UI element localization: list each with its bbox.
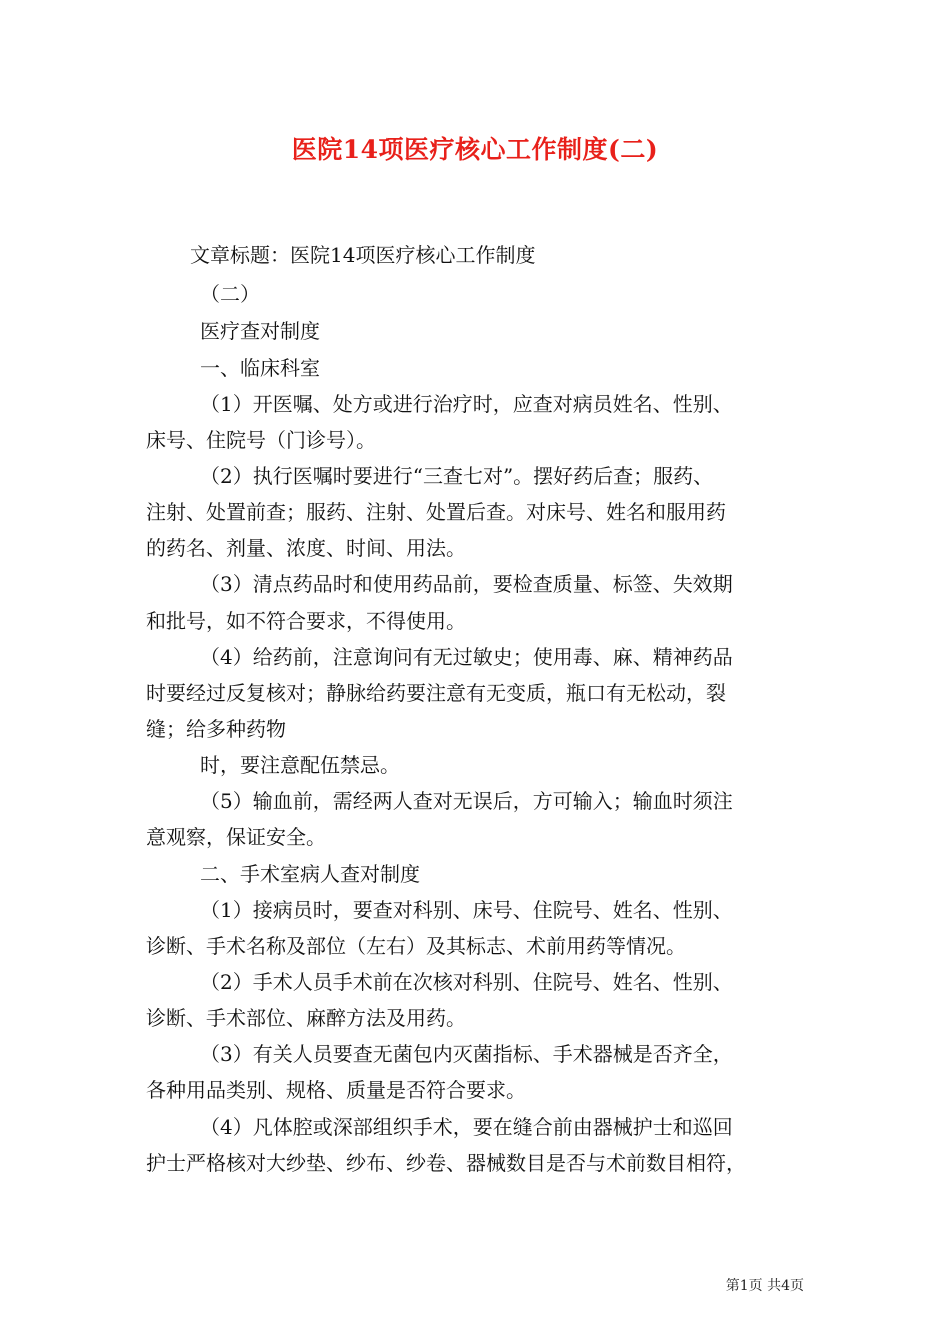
text-line: 时要经过反复核对；静脉给药要注意有无变质，瓶口有无松动，裂 xyxy=(146,681,726,705)
text-line: （4）给药前，注意询问有无过敏史；使用毒、麻、精神药品 xyxy=(200,645,733,669)
text-line: （5）输血前，需经两人查对无误后，方可输入；输血时须注 xyxy=(200,789,733,813)
text-line: （2）执行医嘱时要进行“三查七对”。摆好药后查；服药、 xyxy=(200,464,714,488)
text-line: 缝；给多种药物 xyxy=(146,717,286,741)
page-number: 第1页 共4页 xyxy=(725,1278,804,1294)
text-line: 护士严格核对大纱垫、纱布、纱卷、器械数目是否与术前数目相符， xyxy=(146,1151,746,1175)
text-line: （3）有关人员要查无菌包内灭菌指标、手术器械是否齐全， xyxy=(200,1042,733,1066)
text-line: （1）接病员时，要查对科别、床号、住院号、姓名、性别、 xyxy=(200,898,733,922)
text-line: （二） xyxy=(200,282,260,306)
text-line: （3）清点药品时和使用药品前，要检查质量、标签、失效期 xyxy=(200,572,733,596)
text-line: （1）开医嘱、处方或进行治疗时，应查对病员姓名、性别、 xyxy=(200,392,733,416)
text-line: 注射、处置前查；服药、注射、处置后查。对床号、姓名和服用药 xyxy=(146,500,726,524)
text-line: 诊断、手术名称及部位（左右）及其标志、术前用药等情况。 xyxy=(146,934,686,958)
text-line: 各种用品类别、规格、质量是否符合要求。 xyxy=(146,1078,526,1102)
text-line: 文章标题：医院14项医疗核心工作制度 xyxy=(190,243,536,267)
text-line: 和批号，如不符合要求，不得使用。 xyxy=(146,609,466,633)
document-title: 医院14项医疗核心工作制度(二) xyxy=(291,135,659,164)
text-line: （2）手术人员手术前在次核对科别、住院号、姓名、性别、 xyxy=(200,970,733,994)
text-line: 医疗查对制度 xyxy=(200,319,320,343)
text-line: 时，要注意配伍禁忌。 xyxy=(200,753,400,777)
text-line: （4）凡体腔或深部组织手术，要在缝合前由器械护士和巡回 xyxy=(200,1115,733,1139)
text-line: 诊断、手术部位、麻醉方法及用药。 xyxy=(146,1006,466,1030)
text-line: 床号、住院号（门诊号）。 xyxy=(146,428,376,452)
text-line: 一、临床科室 xyxy=(200,356,320,380)
text-line: 的药名、剂量、浓度、时间、用法。 xyxy=(146,536,466,560)
text-line: 意观察，保证安全。 xyxy=(146,825,326,849)
text-line: 二、手术室病人查对制度 xyxy=(200,862,420,886)
